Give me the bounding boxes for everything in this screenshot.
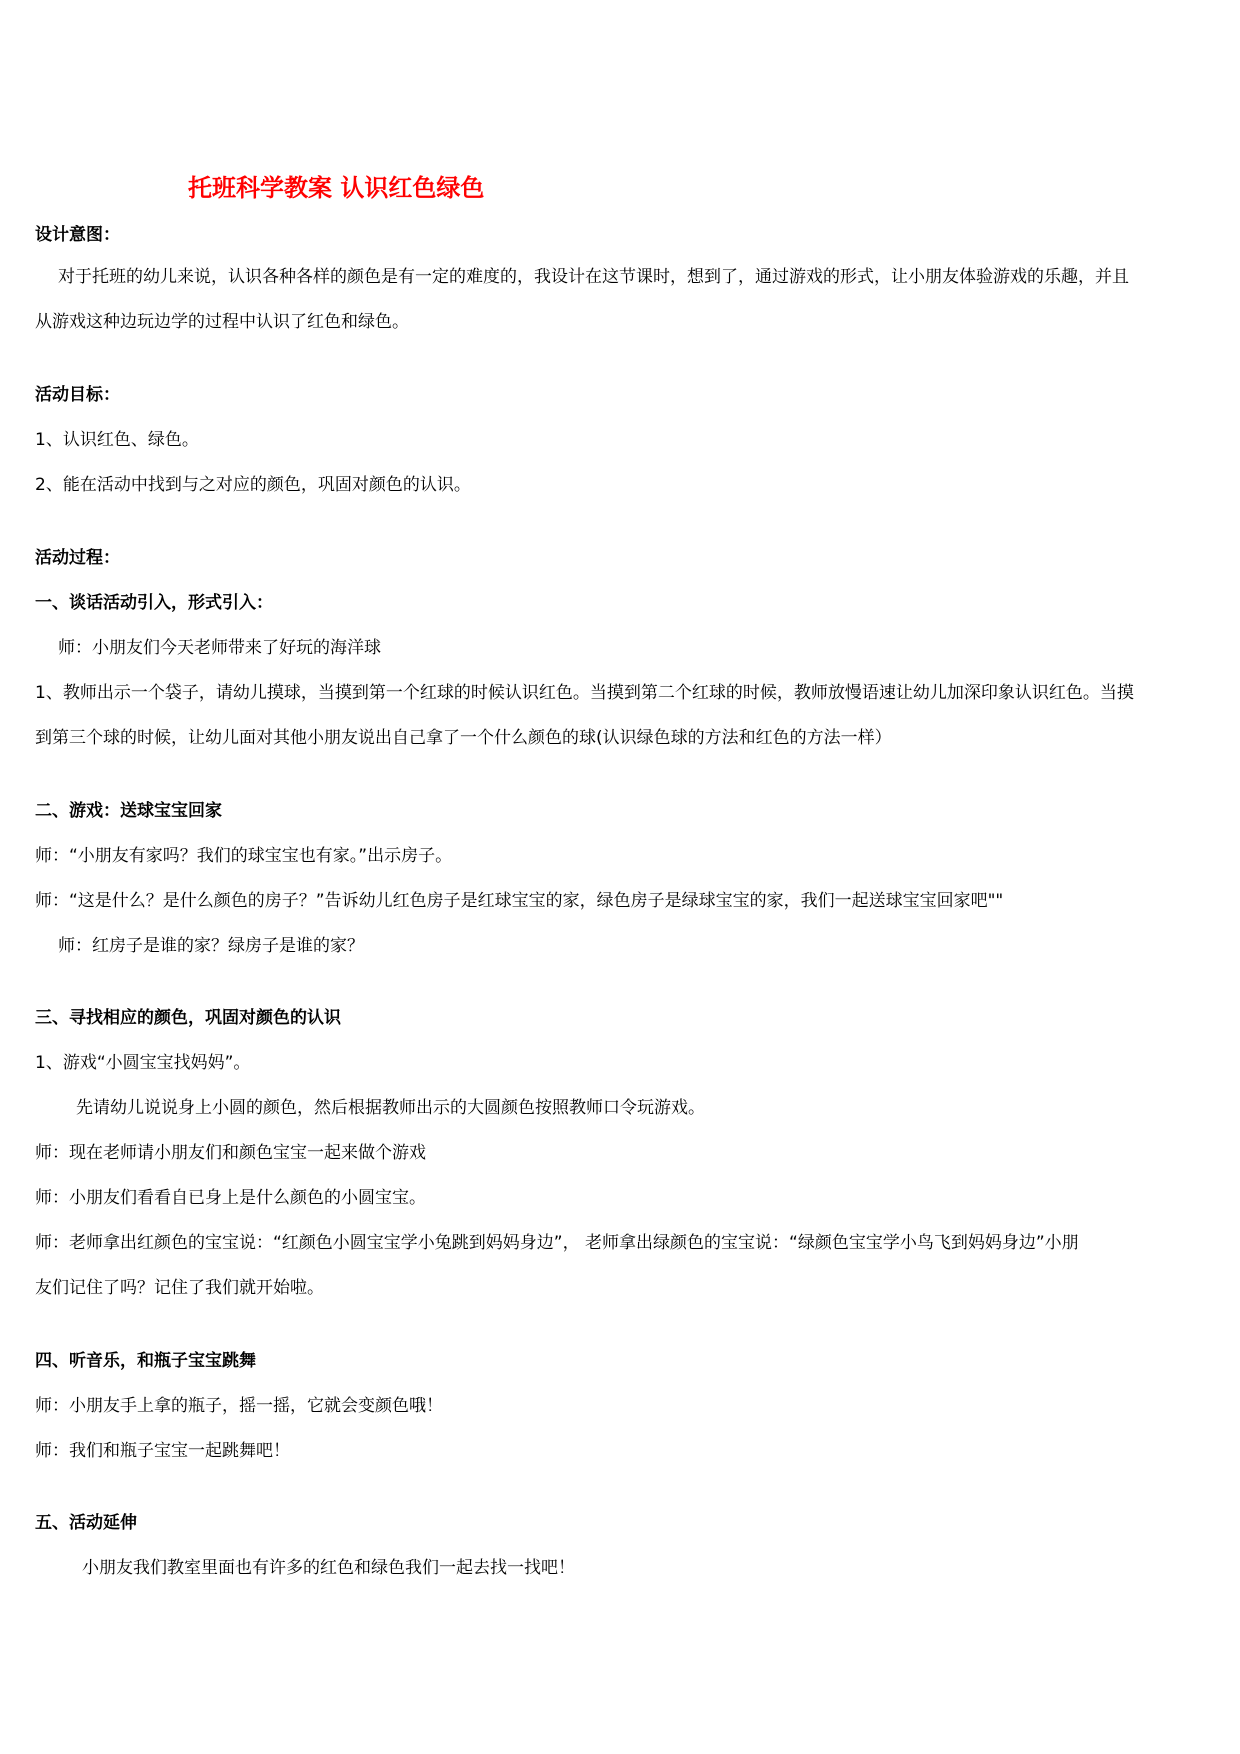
section-1-heading: 一、谈话活动引入，形式引入： [35,593,273,613]
section-2-line-2: 师：“这是什么？是什么颜色的房子？”告诉幼儿红色房子是红球宝宝的家，绿色房子是绿球宝宝的家，我们一起送球宝宝回家吧"" [35,891,1004,911]
section-2-line-1: 师：“小朋友有家吗？我们的球宝宝也有家。”出示房子。 [35,846,453,866]
section-4-line-2: 师：我们和瓶子宝宝一起跳舞吧！ [35,1441,290,1461]
document-title: 托班科学教案 认识红色绿色 [188,174,485,202]
section-1-line-2: 1、教师出示一个袋子，请幼儿摸球，当摸到第一个红球的时候认识红色。当摸到第二个红球的时候，教师放慢语速让幼儿加深印象认识红色。当摸 [35,683,1134,703]
design-intent-line-2: 从游戏这种边玩边学的过程中认识了红色和绿色。 [35,312,409,332]
section-3-line-1: 1、游戏“小圆宝宝找妈妈”。 [35,1053,251,1073]
section-3-heading: 三、寻找相应的颜色，巩固对颜色的认识 [35,1008,341,1028]
section-3-line-4: 师：小朋友们看看自已身上是什么颜色的小圆宝宝。 [35,1188,426,1208]
process-heading: 活动过程： [35,548,120,568]
section-4-heading: 四、听音乐，和瓶子宝宝跳舞 [35,1351,256,1371]
section-4-line-1: 师：小朋友手上拿的瓶子，摇一摇，它就会变颜色哦！ [35,1396,443,1416]
section-5-line-1: 小朋友我们教室里面也有许多的红色和绿色我们一起去找一找吧！ [82,1558,575,1578]
section-2-heading: 二、游戏：送球宝宝回家 [35,801,222,821]
section-2-line-3: 师：红房子是谁的家？绿房子是谁的家？ [58,936,364,956]
section-3-line-5: 师：老师拿出红颜色的宝宝说：“红颜色小圆宝宝学小兔跳到妈妈身边”， 老师拿出绿颜色的宝宝说：“绿颜色宝宝学小鸟飞到妈妈身边”小朋 [35,1233,1079,1253]
goal-item-2: 2、能在活动中找到与之对应的颜色，巩固对颜色的认识。 [35,475,471,495]
section-3-line-2: 先请幼儿说说身上小圆的颜色，然后根据教师出示的大圆颜色按照教师口令玩游戏。 [76,1098,705,1118]
section-5-heading: 五、活动延伸 [35,1513,137,1533]
section-3-line-3: 师：现在老师请小朋友们和颜色宝宝一起来做个游戏 [35,1143,426,1163]
goal-item-1: 1、认识红色、绿色。 [35,430,199,450]
section-1-line-3: 到第三个球的时候，让幼儿面对其他小朋友说出自己拿了一个什么颜色的球(认识绿色球的方法和红色的方法一样） [35,728,892,748]
design-intent-line-1: 对于托班的幼儿来说，认识各种各样的颜色是有一定的难度的，我设计在这节课时，想到了，通过游戏的形式，让小朋友体验游戏的乐趣，并且 [58,267,1129,287]
section-3-line-6: 友们记住了吗？记住了我们就开始啦。 [35,1278,324,1298]
design-intent-heading: 设计意图： [35,225,120,245]
goals-heading: 活动目标： [35,385,120,405]
section-1-line-1: 师：小朋友们今天老师带来了好玩的海洋球 [58,638,381,658]
